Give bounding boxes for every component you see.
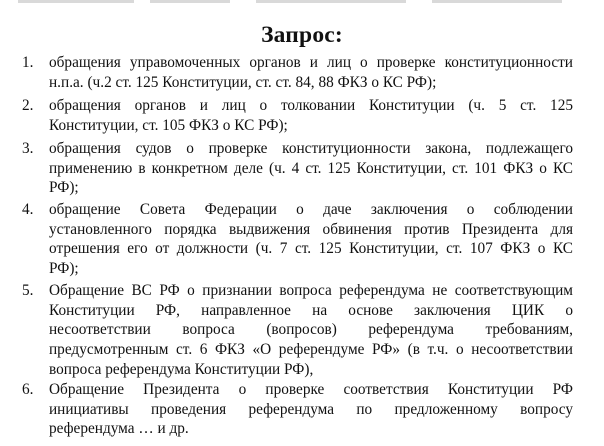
text-line: обращения судов о проверке конституционности закона, подлежащего [49, 140, 573, 157]
list-item-number: 6. [22, 381, 34, 398]
text-line: н.п.а. (ч.2 ст. 125 Конституции, ст. ст. 84, 88 ФКЗ о КС РФ); [49, 73, 437, 91]
text-line: обращения управомоченных органов и лиц о проверке конституционности [49, 54, 573, 71]
text-line: применению в конкретном деле (ч. 4 ст. 125 Конституции, ст. 101 ФКЗ о КС [49, 159, 573, 177]
list-item-text [49, 53, 573, 92]
text-line: Обращение ВС РФ о признании вопроса референдума не соответствующим [49, 282, 573, 299]
list-item-number: 3. [22, 140, 34, 157]
text-line: РФ); [49, 260, 79, 278]
text-line: Обращение Президента о проверке соответствия Конституции РФ [49, 381, 573, 398]
text-line: референдума … и др. [49, 420, 189, 438]
page-title: Запрос: [261, 22, 343, 48]
text-line: предусмотренным ст. 6 ФКЗ «О референдуме РФ» (в т.ч. о несоответствии [49, 341, 573, 359]
text-line: несоответствии вопроса (вопросов) референдума требованиям, [49, 321, 573, 339]
list-item-number: 5. [22, 282, 34, 299]
text-line: вопроса референдума Конституции РФ), [49, 360, 314, 378]
list-item-text [49, 96, 573, 135]
list-item-number: 4. [22, 201, 34, 218]
text-line: инициативы проведения референдума по предложенному вопросу [49, 400, 573, 418]
text-line: обращение Совета Федерации о даче заключения о соблюдении [49, 201, 573, 218]
text-line: установленного порядка выдвижения обвинения против Президента для [49, 220, 573, 238]
text-line: Конституции, ст. 105 ФКЗ о КС РФ); [49, 116, 288, 134]
list-item-number: 1. [22, 54, 34, 71]
list-item-text [49, 380, 573, 439]
list-item-text [49, 200, 573, 279]
list-item-number: 2. [22, 97, 34, 114]
text-line: обращения органов и лиц о толковании Конституции (ч. 5 ст. 125 [49, 97, 573, 114]
list-item-text [49, 281, 573, 380]
list-item-text [49, 139, 573, 198]
text-line: отрешения его от должности (ч. 7 ст. 125 Конституции, ст. 107 ФКЗ о КС [49, 240, 573, 258]
text-line: Конституции РФ, направленное на основе заключения ЦИК о [49, 301, 573, 319]
text-line: РФ); [49, 179, 79, 197]
